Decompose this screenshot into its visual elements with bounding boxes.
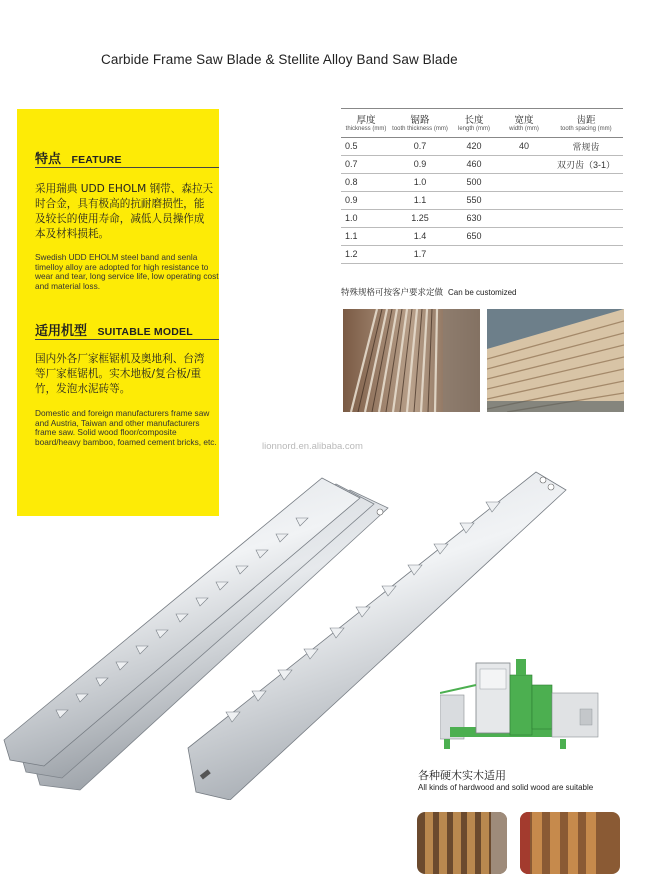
sawn-wood-photo-1 bbox=[343, 309, 480, 412]
header-thickness: 厚度 thickness (mm) bbox=[341, 109, 391, 138]
suitable-heading bbox=[35, 320, 193, 340]
feature-body-en: Swedish UDD EHOLM steel band and senla timelloy alloy are adopted for high resistance to wear and tear, long service life, low operating cost and material loss. bbox=[35, 252, 219, 291]
customization-note-en: Can be customized bbox=[448, 288, 517, 297]
watermark: lionnord.en.alibaba.com bbox=[262, 441, 363, 452]
hardwood-photo-2 bbox=[520, 812, 620, 874]
feature-divider bbox=[35, 167, 219, 168]
table-row: 0.7 0.9 460 双刃齿（3-1） bbox=[341, 155, 623, 173]
suitable-body-cn: 国内外各厂家框锯机及奥地利、台湾等厂家框锯机。实木地板/复合板/重竹，发泡水泥砖等。 bbox=[35, 353, 205, 395]
suitable-heading-cn: 适用机型 bbox=[35, 323, 88, 338]
customization-note-cn: 特殊规格可按客户要求定做 bbox=[341, 288, 444, 298]
suitable-body-en: Domestic and foreign manufacturers frame saw and Austria, Taiwan and other manufacturers frame saw. Solid wood floor/composite board/heavy bamboo, foamed cement bricks, etc. bbox=[35, 408, 217, 447]
header-length: 长度 length (mm) bbox=[449, 109, 499, 138]
header-width: 宽度 width (mm) bbox=[499, 109, 549, 138]
spec-header-row bbox=[341, 109, 623, 138]
table-row: 0.8 1.0 500 bbox=[341, 173, 623, 191]
customization-note bbox=[341, 286, 517, 298]
feature-panel bbox=[17, 109, 219, 516]
table-row: 0.5 0.7 420 40 常规齿 bbox=[341, 137, 623, 155]
table-row: 1.2 1.7 bbox=[341, 245, 623, 263]
hardwood-caption-en: All kinds of hardwood and solid wood are suitable bbox=[418, 783, 594, 792]
feature-heading-cn: 特点 bbox=[35, 151, 62, 166]
suitable-heading-en: SUITABLE MODEL bbox=[97, 326, 193, 338]
table-row: 1.1 1.4 650 bbox=[341, 227, 623, 245]
feature-body-cn: 采用瑞典 UDD EHOLM 钢带、森拉天时合金，具有极高的抗耐磨损性，能及较长的使用寿命，减低人员操作成本及材料损耗。 bbox=[35, 183, 214, 240]
feature-heading-en: FEATURE bbox=[71, 154, 122, 166]
hardwood-photo-1 bbox=[417, 812, 507, 874]
hardwood-caption-cn: 各种硬木实木适用 bbox=[418, 769, 506, 782]
frame-saw-machine-image bbox=[440, 655, 610, 755]
sawn-wood-photo-2 bbox=[487, 309, 624, 412]
spec-table bbox=[341, 108, 623, 264]
header-tooth-spacing: 齿距 tooth spacing (mm) bbox=[549, 109, 623, 138]
page-title: Carbide Frame Saw Blade & Stellite Alloy Band Saw Blade bbox=[101, 52, 458, 67]
feature-heading bbox=[35, 148, 122, 168]
table-row: 0.9 1.1 550 bbox=[341, 191, 623, 209]
header-tooth-thickness: 锯路 tooth thickness (mm) bbox=[391, 109, 449, 138]
suitable-divider bbox=[35, 339, 219, 340]
table-row: 1.0 1.25 630 bbox=[341, 209, 623, 227]
